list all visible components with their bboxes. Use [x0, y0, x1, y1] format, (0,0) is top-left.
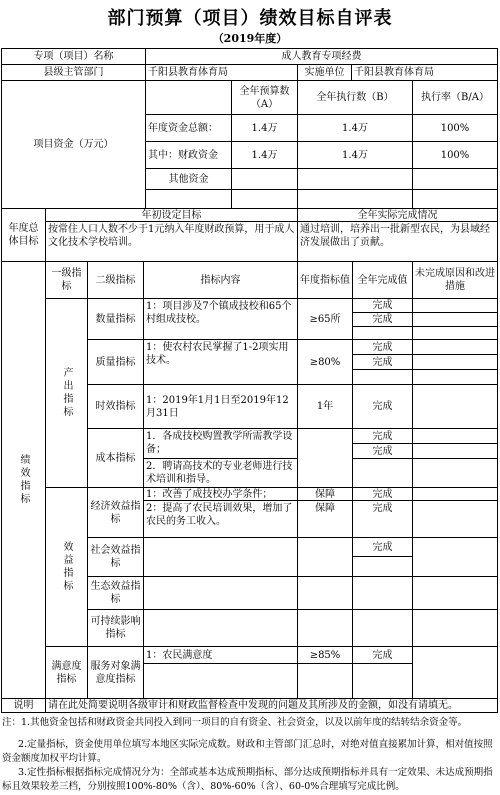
project-name-value: 成人教育专项经费 — [145, 48, 498, 65]
quality-indicator-value: ≥80% — [297, 339, 353, 385]
funds-row-fiscal-rate: 100% — [412, 141, 498, 169]
indicators-header-annual: 年度指标值 — [297, 261, 353, 299]
quantity-indicator-value: ≥65所 — [297, 298, 353, 340]
indicators-side-label: 绩效指标 — [1, 261, 46, 699]
service-indicator-value-blank — [297, 663, 353, 699]
cost-done-1: 完成 — [352, 428, 413, 444]
quantity-done-1: 完成 — [352, 298, 413, 313]
sustain-reason — [412, 609, 498, 647]
social-done: 完成 — [352, 537, 413, 557]
quality-reason-1 — [412, 339, 498, 355]
eco-indicator-label: 生态效益指标 — [87, 576, 144, 610]
funds-header-blank — [145, 80, 232, 115]
dept-value: 千阳县教育体育局 — [145, 64, 298, 81]
note-3: 3.定性指标根据指标完成情况分为：全部或基本达成预期指标、部分达成预期指标并具有一定效果、未达成预期指标且效果较差三档，分别按照100%-80%（含）、80%-60%（含）、60-0%合理填写完成比例。 — [2, 767, 493, 792]
funds-row-other-label: 其他资金 — [145, 168, 232, 190]
cost-indicator-label: 成本指标 — [87, 428, 144, 488]
funds-row-fiscal-label: 其中：财政资金 — [145, 141, 232, 169]
time-indicator-label: 时效指标 — [87, 384, 144, 429]
cost-done-blank — [352, 458, 413, 488]
explain-text: 请在此处简要说明各级审计和财政监督检查中发现的问题及其所涉及的金额，如没有请填无。 — [45, 698, 498, 713]
goal-label: 年度总体目标 — [1, 208, 46, 262]
quantity-reason-3 — [412, 326, 498, 340]
goal-set-header: 年初设定目标 — [45, 208, 298, 222]
funds-row-other-rate — [412, 168, 498, 190]
indicators-header-done: 全年完成值 — [352, 261, 413, 299]
funds-header-rate: 执行率（B/A） — [412, 80, 498, 115]
quality-reason-3 — [412, 369, 498, 385]
social-indicator-content — [143, 537, 298, 577]
funds-row-other-exec — [297, 168, 413, 190]
sustain-indicator-label: 可持续影响指标 — [87, 609, 144, 647]
economic-indicator-label: 经济效益指标 — [87, 487, 144, 538]
goal-actual-header: 全年实际完成情况 — [297, 208, 498, 222]
note-1: 注：1.其他资金包括和财政资金共同投入到同一项目的自有资金、社会资金，以及以前年度的结转结余资金等。 — [2, 717, 468, 728]
service-indicator-label: 服务对象满意度指标 — [87, 646, 144, 699]
social-done-blank — [352, 556, 413, 577]
funds-row-total-label: 年度资金总额： — [145, 114, 232, 142]
funds-blank-2 — [231, 189, 298, 209]
funds-row-other-budget — [231, 168, 298, 190]
project-name-label: 专项（项目）名称 — [1, 48, 146, 65]
cost-reason-3 — [412, 458, 498, 488]
social-indicator-label: 社会效益指标 — [87, 537, 144, 577]
quantity-indicator-content: 1：项目涉及7个镇成技校和65个村组成技校。 — [143, 298, 298, 340]
cost-indicator-content-1: 1．各成技校购置教学所需教学设备； — [143, 428, 298, 459]
service-indicator-content: 1：农民满意度 — [143, 646, 298, 664]
funds-header-budget: 全年预算数（A） — [231, 80, 298, 115]
economic-reason-2 — [412, 500, 498, 538]
indicators-header-level1: 一级指标 — [45, 261, 88, 299]
dept-label: 县级主管部门 — [1, 64, 146, 81]
funds-label: 项目资金（万元） — [1, 80, 146, 209]
funds-blank-4 — [412, 189, 498, 209]
service-reason — [412, 646, 498, 699]
explain-label: 说明 — [1, 698, 46, 713]
quality-done-1: 完成 — [352, 339, 413, 355]
service-done-blank — [352, 663, 413, 699]
quantity-reason-2 — [412, 312, 498, 327]
quality-indicator-content: 1：使农村农民掌握了1-2项实用技术。 — [143, 339, 298, 385]
quantity-done-2: 完成 — [352, 312, 413, 327]
time-indicator-value: 1年 — [297, 384, 353, 429]
cost-done-2: 完成 — [352, 443, 413, 459]
economic-indicator-content-2: 2：提高了农民培训效果，增加了农民的务工收入。 — [143, 500, 298, 538]
service-indicator-content-blank — [143, 663, 298, 699]
funds-header-exec: 全年执行数（B） — [297, 80, 413, 115]
quantity-reason-1 — [412, 298, 498, 313]
quality-done-2: 完成 — [352, 354, 413, 370]
economic-done-2: 完成 — [352, 500, 413, 538]
page-title: 部门预算（项目）绩效目标自评表 — [107, 8, 393, 29]
quantity-indicator-label: 数量指标 — [87, 298, 144, 340]
note-2: 2.定量指标，资金使用单位填写本地区实际完成数。财政和主管部门汇总时，对绝对值直接累加计算，相对值按照资金额度加权平均计算。 — [2, 739, 493, 764]
cost-reason-1 — [412, 428, 498, 444]
cost-indicator-value — [297, 428, 353, 488]
report-year: （2019年度） — [212, 32, 288, 45]
economic-indicator-content-1: 1：改善了成技校办学条件； — [143, 487, 298, 501]
social-reason — [412, 537, 498, 577]
economic-indicator-value-2: 保障 — [297, 500, 353, 538]
social-indicator-value — [297, 537, 353, 577]
impl-label: 实施单位 — [297, 64, 352, 81]
cost-indicator-content-2: 2．聘请高技术的专业老师进行技术培训和指导。 — [143, 458, 298, 488]
quality-done-blank — [352, 369, 413, 385]
eco-reason — [412, 576, 498, 610]
goal-actual-text: 通过培训，培养出一批新型农民，为县域经济发展做出了贡献。 — [297, 221, 498, 262]
funds-row-fiscal-exec: 1.4万 — [297, 141, 413, 169]
satisfaction-indicator-label: 满意度指标 — [45, 646, 88, 699]
funds-blank-1 — [145, 189, 232, 209]
indicators-header-reason: 未完成原因和改进措施 — [412, 261, 498, 299]
eco-done — [352, 576, 413, 610]
service-done: 完成 — [352, 646, 413, 664]
indicators-header-content: 指标内容 — [143, 261, 298, 299]
service-indicator-value: ≥85% — [297, 646, 353, 664]
quality-reason-2 — [412, 354, 498, 370]
funds-row-total-rate: 100% — [412, 114, 498, 142]
time-reason — [412, 384, 498, 429]
cost-reason-2 — [412, 443, 498, 459]
indicators-header-level2: 二级指标 — [87, 261, 144, 299]
benefit-indicator-label: 效益指标 — [45, 487, 88, 647]
sustain-done — [352, 609, 413, 647]
time-indicator-content: 1：2019年1月1日至2019年12月31日 — [143, 384, 298, 429]
funds-row-fiscal-budget: 1.4万 — [231, 141, 298, 169]
goal-set-text: 按常住人口人数不少于1元纳入年度财政预算，用于成人文化技术学校培训。 — [45, 221, 298, 262]
quantity-done-blank — [352, 326, 413, 340]
impl-value: 千阳县教育体育局 — [351, 64, 498, 81]
quality-indicator-label: 质量指标 — [87, 339, 144, 385]
eco-indicator-content — [143, 576, 298, 610]
time-done: 完成 — [352, 384, 413, 429]
output-indicator-label: 产出指标 — [45, 298, 88, 488]
funds-row-total-exec: 1.4万 — [297, 114, 413, 142]
funds-row-total-budget: 1.4万 — [231, 114, 298, 142]
sustain-indicator-value — [297, 609, 353, 647]
sustain-indicator-content — [143, 609, 298, 647]
economic-done-1: 完成 — [352, 487, 413, 501]
funds-blank-3 — [297, 189, 413, 209]
economic-reason-1 — [412, 487, 498, 501]
economic-indicator-value-1: 保障 — [297, 487, 353, 501]
eco-indicator-value — [297, 576, 353, 610]
